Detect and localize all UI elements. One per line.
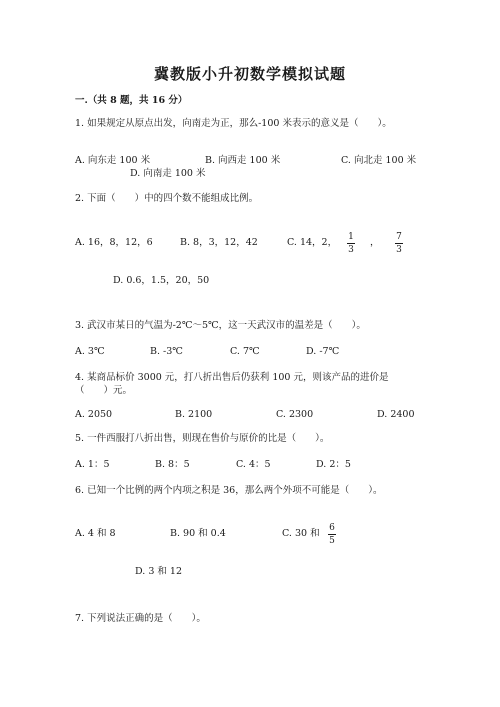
fraction-bar — [328, 534, 336, 535]
question-4-stem-line1: 4. 某商品标价 3000 元，打八折出售后仍获利 100 元，则该产品的进价是 — [75, 372, 389, 383]
q1-option-b: B. 向西走 100 米 — [205, 155, 281, 166]
q2-fraction-1-denominator: 3 — [348, 245, 354, 255]
q2-fraction-1 — [347, 232, 355, 255]
q3-option-b: B. -3℃ — [150, 346, 183, 357]
q2-fraction-2-numerator: 7 — [396, 232, 402, 242]
q6-option-d: D. 3 和 12 — [135, 566, 182, 577]
question-7-stem: 7. 下列说法正确的是（ ）。 — [75, 613, 206, 624]
q2-option-d: D. 0.6，1.5，20，50 — [113, 275, 210, 286]
q2-option-c: C. 14，2， — [287, 237, 338, 248]
q6-option-b: B. 90 和 0.4 — [170, 528, 226, 539]
question-4-stem-line2: （ ）元。 — [75, 385, 133, 396]
page-title: 冀教版小升初数学模拟试题 — [153, 65, 346, 83]
q6-option-a: A. 4 和 8 — [75, 528, 116, 539]
q2-option-b: B. 8，3，12，42 — [180, 237, 258, 248]
q5-option-a: A. 1：5 — [75, 459, 110, 470]
q6-fraction-numerator: 6 — [329, 523, 335, 533]
q5-option-c: C. 4：5 — [236, 459, 271, 470]
q2-fraction-2-denominator: 3 — [396, 245, 402, 255]
q2-fraction-1-numerator: 1 — [348, 232, 354, 242]
q5-option-b: B. 8：5 — [155, 459, 190, 470]
q6-option-c: C. 30 和 — [282, 528, 320, 539]
question-2-stem: 2. 下面（ ）中的四个数不能组成比例。 — [75, 193, 259, 204]
q6-fraction — [328, 523, 336, 546]
q6-fraction-denominator: 5 — [329, 536, 335, 546]
q3-option-c: C. 7℃ — [230, 346, 260, 357]
q4-option-a: A. 2050 — [75, 409, 113, 420]
q4-option-c: C. 2300 — [276, 409, 314, 420]
q1-option-a: A. 向东走 100 米 — [75, 155, 151, 166]
section-heading: 一.（共 8 题，共 16 分） — [75, 95, 188, 106]
q4-option-b: B. 2100 — [175, 409, 213, 420]
question-1-stem: 1. 如果规定从原点出发，向南走为正，那么-100 米表示的意义是（ ）。 — [75, 118, 392, 129]
fraction-bar — [395, 243, 403, 244]
question-3-stem: 3. 武汉市某日的气温为-2℃～5℃，这一天武汉市的温差是（ ）。 — [75, 320, 366, 331]
q5-option-d: D. 2：5 — [316, 459, 351, 470]
q1-option-d: D. 向南走 100 米 — [130, 168, 206, 179]
q3-option-d: D. -7℃ — [306, 346, 340, 357]
question-6-stem: 6. 已知一个比例的两个内项之积是 36，那么两个外项不可能是（ ）。 — [75, 485, 383, 496]
q4-option-d: D. 2400 — [377, 409, 415, 420]
q2-fraction-2 — [395, 232, 403, 255]
q2-option-a: A. 16，8，12，6 — [75, 237, 153, 248]
q3-option-a: A. 3℃ — [75, 346, 105, 357]
q1-option-c: C. 向北走 100 米 — [341, 155, 417, 166]
question-5-stem: 5. 一件西服打八折出售，则现在售价与原价的比是（ ）。 — [75, 433, 330, 444]
fraction-bar — [347, 243, 355, 244]
q2-comma: ， — [370, 237, 380, 248]
